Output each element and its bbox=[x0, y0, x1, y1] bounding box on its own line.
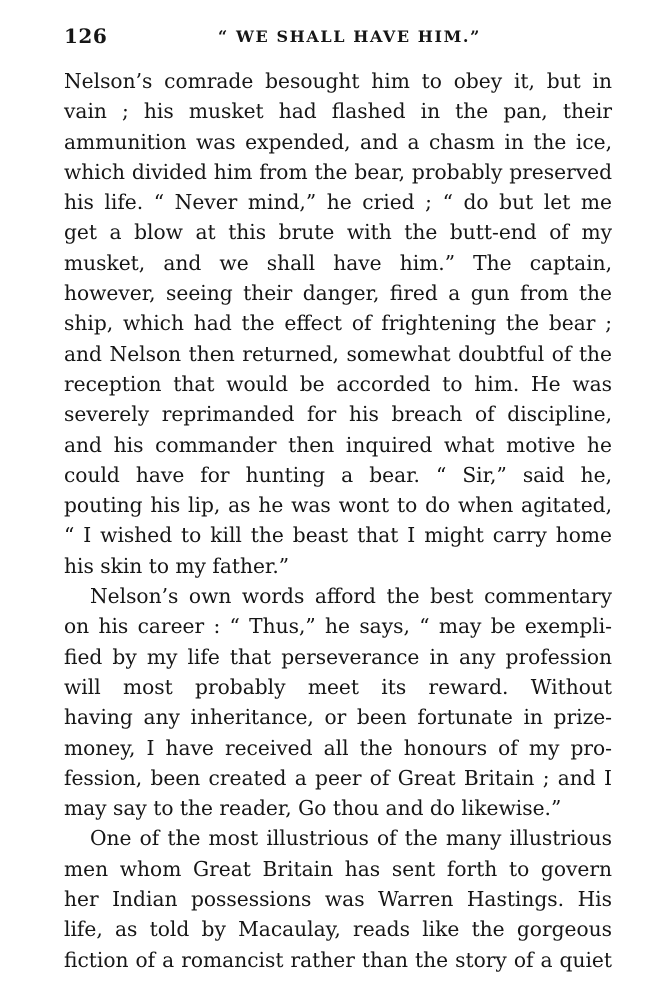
text-line: her Indian possessions was Warren Hastings. His bbox=[64, 887, 612, 912]
text-line: reception that would be accorded to him. He was bbox=[64, 371, 612, 396]
text-line: severely reprimanded for his breach of discipline, bbox=[64, 402, 612, 427]
text-line: on his career : “ Thus,” he says, “ may be exempli- bbox=[64, 614, 612, 639]
running-head: “ WE SHALL HAVE HIM.” bbox=[218, 27, 481, 46]
text-line: money, I have received all the honours of my pro- bbox=[64, 735, 612, 760]
text-line: could have for hunting a bear. “ Sir,” said he, bbox=[64, 462, 612, 487]
paragraph-end-line: may say to the reader, Go thou and do likewise.” bbox=[64, 796, 562, 821]
text-line: Nelson’s comrade besought him to obey it, but in bbox=[64, 69, 612, 93]
text-line: and his commander then inquired what motive he bbox=[64, 432, 612, 457]
paragraph-start-line: One of the most illustrious of the many illustrious bbox=[90, 826, 612, 851]
text-line: having any inheritance, or been fortunate in prize- bbox=[64, 705, 612, 730]
text-line: men whom Great Britain has sent forth to govern bbox=[64, 856, 612, 881]
text-line: fied by my life that perseverance in any profession bbox=[64, 644, 612, 669]
text-line: vain ; his musket had flashed in the pan, their bbox=[64, 99, 612, 124]
text-line: ship, which had the effect of frightening the bear ; bbox=[64, 311, 612, 336]
text-line: however, seeing their danger, fired a gun from the bbox=[64, 281, 612, 306]
text-line: life, as told by Macaulay, reads like the gorgeous bbox=[64, 917, 612, 942]
text-line: get a blow at this brute with the butt-end of my bbox=[64, 220, 612, 245]
text-line: and Nelson then returned, somewhat doubtful of the bbox=[64, 341, 612, 366]
text-line: fiction of a romancist rather than the story of a quiet bbox=[64, 947, 612, 972]
page-number: 126 bbox=[64, 24, 108, 48]
body-text bbox=[64, 66, 612, 975]
page-header bbox=[64, 24, 612, 54]
text-line: pouting his lip, as he was wont to do when agitated, bbox=[64, 493, 612, 518]
paragraph-end-line: his skin to my father.” bbox=[64, 553, 290, 578]
text-line: will most probably meet its reward. Without bbox=[64, 674, 612, 699]
paragraph-start-line: Nelson’s own words afford the best commentary bbox=[90, 584, 612, 609]
text-line: which divided him from the bear, probably preserved bbox=[64, 159, 612, 184]
text-line: “ I wished to kill the beast that I might carry home bbox=[64, 523, 612, 548]
text-line: fession, been created a peer of Great Britain ; and I bbox=[64, 765, 612, 790]
text-line: musket, and we shall have him.” The captain, bbox=[64, 250, 612, 275]
text-line: his life. “ Never mind,” he cried ; “ do but let me bbox=[64, 190, 612, 215]
text-line: ammunition was expended, and a chasm in the ice, bbox=[64, 129, 612, 154]
